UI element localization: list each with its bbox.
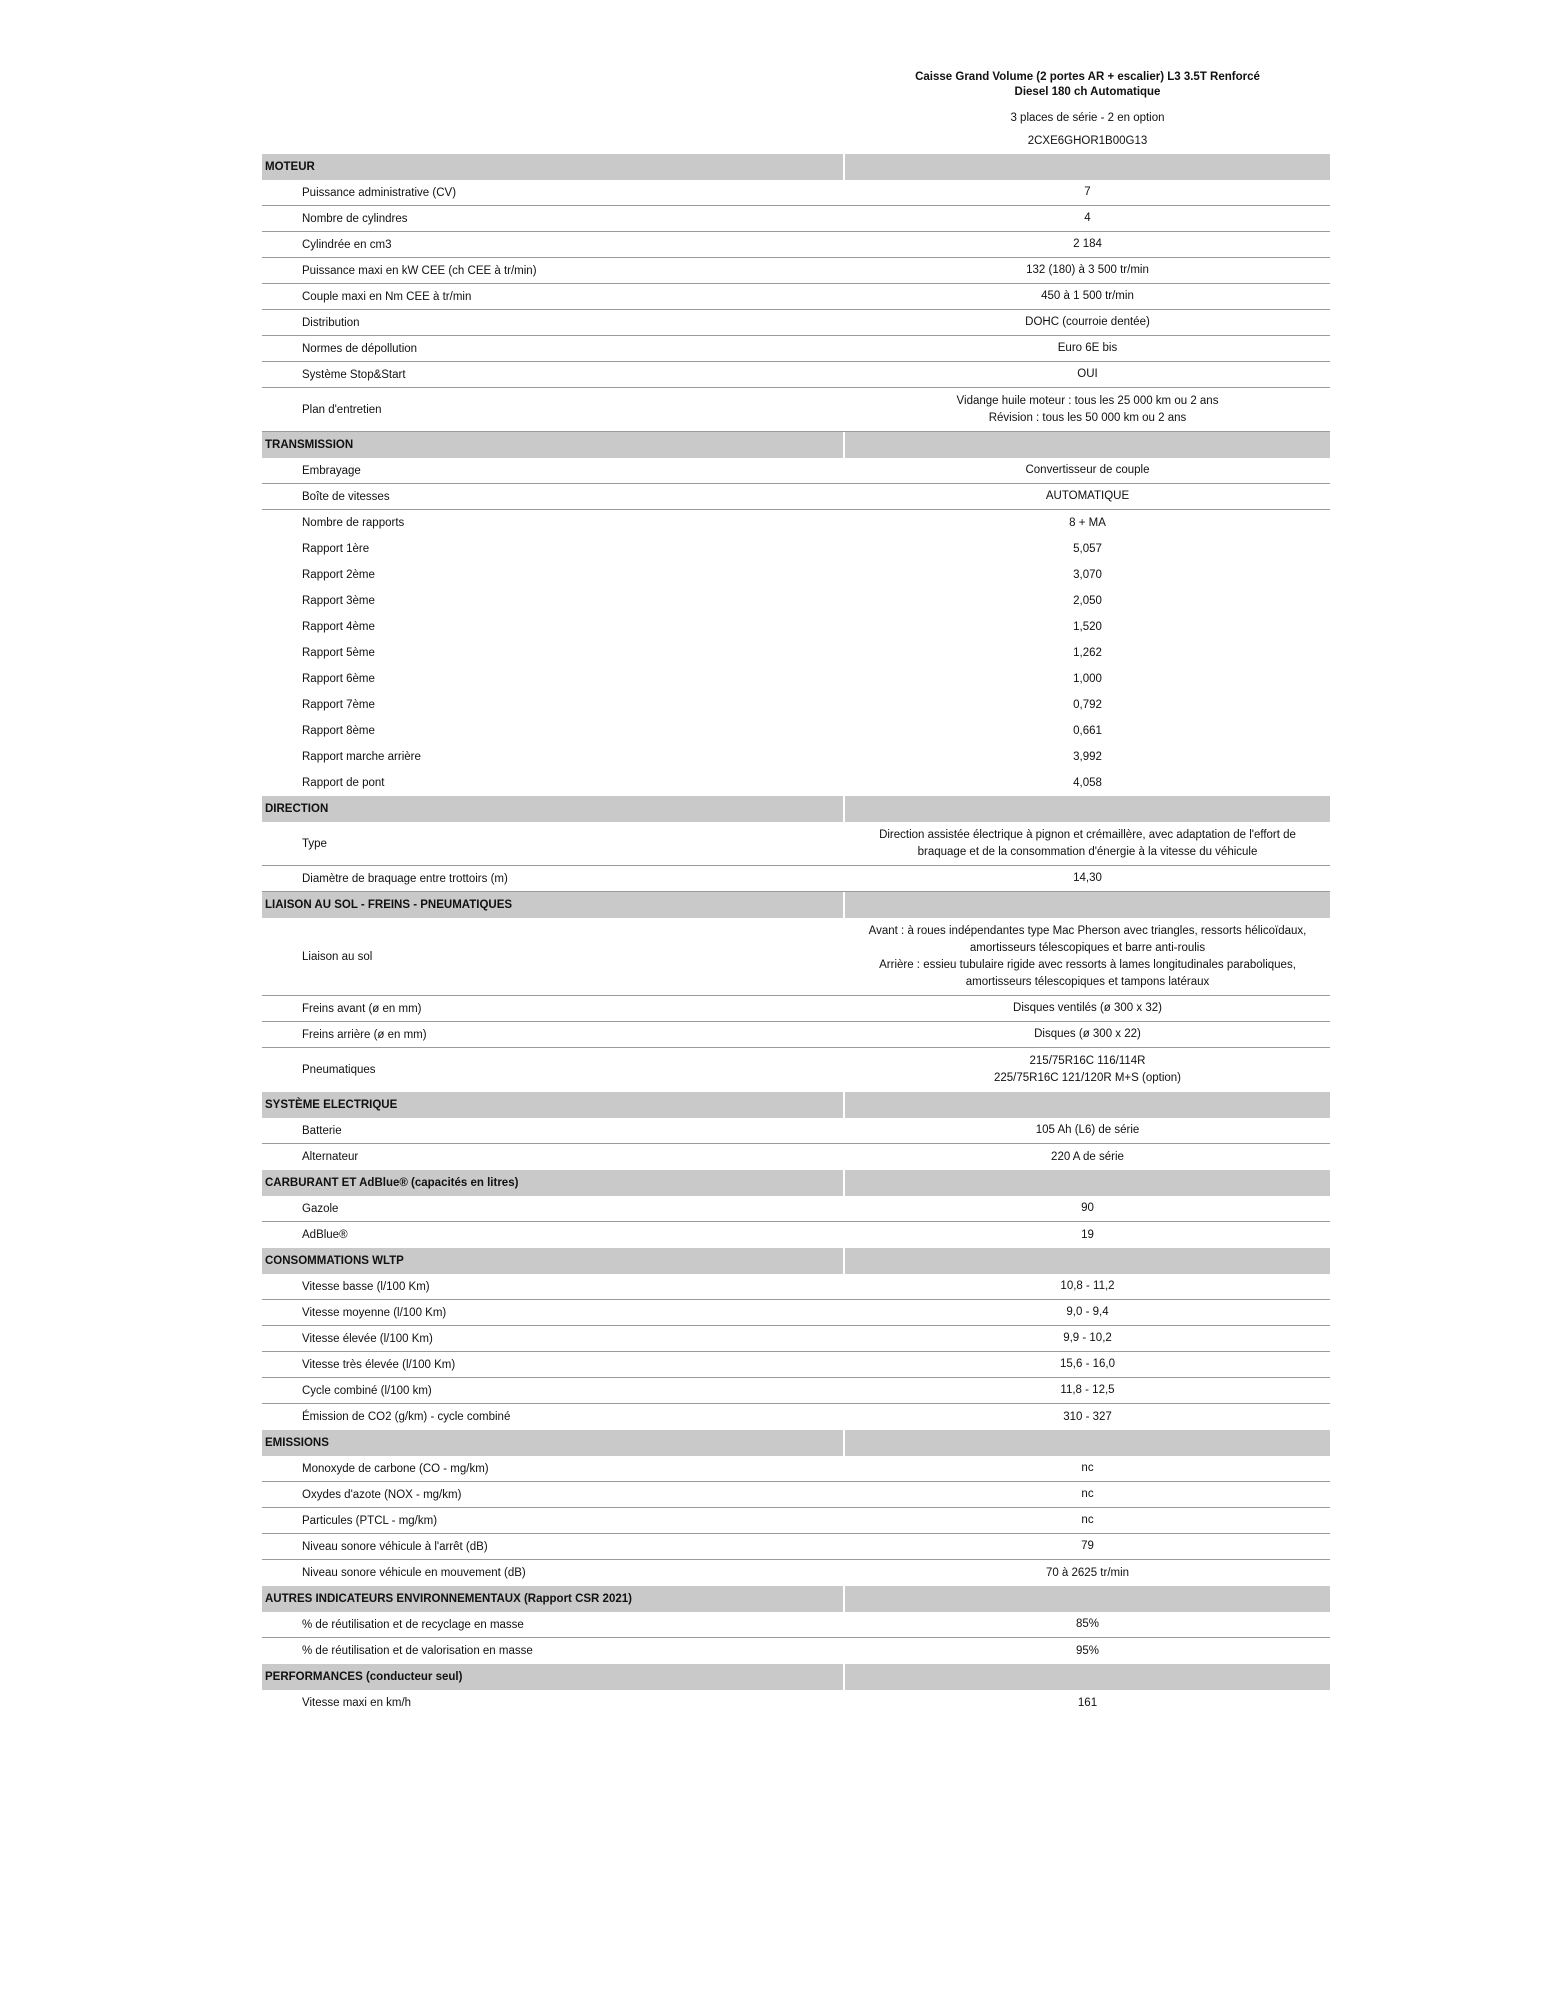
section-value-cell — [845, 796, 1330, 822]
section-title: PERFORMANCES (conducteur seul) — [262, 1664, 843, 1690]
table-row — [262, 484, 1330, 510]
model-title-line2: Diesel 180 ch Automatique — [1014, 86, 1161, 98]
row-value: nc — [1081, 1514, 1094, 1526]
row-value: 0,792 — [1073, 698, 1102, 711]
row-label: Rapport 2ème — [302, 569, 375, 581]
row-label: Batterie — [302, 1124, 342, 1137]
section-header — [262, 1430, 1330, 1456]
section-header — [262, 154, 1330, 180]
table-row — [262, 206, 1330, 232]
row-value: 11,8 - 12,5 — [1060, 1384, 1115, 1396]
row-value: 450 à 1 500 tr/min — [1041, 290, 1134, 302]
spec-table — [262, 154, 1330, 1716]
section-title: AUTRES INDICATEURS ENVIRONNEMENTAUX (Rapport CSR 2021) — [262, 1586, 843, 1612]
table-row — [262, 822, 1330, 866]
table-row — [262, 536, 1330, 562]
table-row — [262, 1022, 1330, 1048]
row-value: 2 184 — [1073, 238, 1102, 250]
row-value: 7 — [1084, 186, 1091, 198]
row-label: Vitesse élevée (l/100 Km) — [302, 1332, 433, 1345]
row-label: Nombre de rapports — [302, 517, 405, 529]
section-value-cell — [845, 1664, 1330, 1690]
row-label: Rapport 1ère — [302, 543, 370, 555]
section-title: TRANSMISSION — [262, 432, 843, 458]
model-title-line1: Caisse Grand Volume (2 portes AR + escalier) L3 3.5T Renforcé — [915, 71, 1260, 83]
section-header — [262, 432, 1330, 458]
table-row — [262, 362, 1330, 388]
section-header — [262, 1586, 1330, 1612]
section-value-cell — [845, 1586, 1330, 1612]
table-row — [262, 388, 1330, 432]
table-row — [262, 284, 1330, 310]
table-row — [262, 1144, 1330, 1170]
row-value: 132 (180) à 3 500 tr/min — [1026, 264, 1149, 276]
table-row — [262, 1196, 1330, 1222]
row-value: 5,057 — [1073, 542, 1102, 555]
row-label: Boîte de vitesses — [302, 490, 390, 503]
row-value: 1,000 — [1073, 672, 1102, 685]
row-label: Vitesse basse (l/100 Km) — [302, 1280, 430, 1293]
row-value: 1,262 — [1073, 646, 1102, 659]
section-header — [262, 1248, 1330, 1274]
row-label: Vitesse très élevée (l/100 Km) — [302, 1358, 456, 1371]
table-row — [262, 996, 1330, 1022]
row-value: 4 — [1084, 212, 1091, 224]
row-value: 3,070 — [1073, 568, 1102, 581]
row-label: Normes de dépollution — [302, 342, 418, 355]
row-value: 220 A de série — [1051, 1150, 1124, 1163]
table-row — [262, 1508, 1330, 1534]
row-value: 0,661 — [1073, 724, 1102, 737]
table-row — [262, 1612, 1330, 1638]
row-label: Alternateur — [302, 1151, 359, 1163]
row-value: Direction assistée électrique à pignon et crémaillère, avec adaptation de l'effort de braquage et de la consommation d'énergie à la vitesse du véhicule — [879, 828, 1296, 858]
row-label: Niveau sonore véhicule en mouvement (dB) — [302, 1567, 526, 1579]
table-row — [262, 692, 1330, 718]
table-row — [262, 1690, 1330, 1716]
section-value-cell — [845, 1430, 1330, 1456]
row-label: Plan d'entretien — [302, 403, 382, 416]
table-row — [262, 232, 1330, 258]
row-value: 9,9 - 10,2 — [1063, 1332, 1112, 1344]
table-row — [262, 640, 1330, 666]
row-label: Rapport 5ème — [302, 647, 375, 659]
table-row — [262, 1378, 1330, 1404]
row-value: AUTOMATIQUE — [1045, 490, 1130, 502]
table-row — [262, 258, 1330, 284]
table-row — [262, 180, 1330, 206]
row-label: Rapport 3ème — [302, 595, 375, 607]
section-value-cell — [845, 892, 1330, 918]
table-row — [262, 614, 1330, 640]
table-row — [262, 1352, 1330, 1378]
section-title: MOTEUR — [262, 154, 843, 180]
table-row — [262, 1222, 1330, 1248]
row-label: Cylindrée en cm3 — [302, 238, 392, 251]
row-label: Particules (PTCL - mg/km) — [302, 1514, 438, 1527]
section-header — [262, 796, 1330, 822]
row-value: Disques ventilés (ø 300 x 32) — [1013, 1002, 1162, 1014]
row-label: Rapport de pont — [302, 777, 385, 789]
row-label: Monoxyde de carbone (CO - mg/km) — [302, 1462, 489, 1475]
seats-info: 3 places de série - 2 en option — [1010, 112, 1165, 124]
row-label: Vitesse moyenne (l/100 Km) — [302, 1306, 447, 1319]
row-label: Puissance maxi en kW CEE (ch CEE à tr/min) — [302, 264, 537, 277]
row-label: Freins avant (ø en mm) — [302, 1002, 422, 1015]
row-value: 70 à 2625 tr/min — [1045, 1566, 1130, 1579]
row-label: Émission de CO2 (g/km) - cycle combiné — [302, 1411, 511, 1423]
row-label: AdBlue® — [302, 1229, 348, 1241]
row-value: DOHC (courroie dentée) — [1025, 316, 1150, 328]
table-row — [262, 1456, 1330, 1482]
table-row — [262, 510, 1330, 536]
row-value: 9,0 - 9,4 — [1066, 1306, 1109, 1318]
row-label: Freins arrière (ø en mm) — [302, 1028, 427, 1041]
section-header — [262, 1170, 1330, 1196]
section-header — [262, 892, 1330, 918]
spec-sheet — [262, 70, 1330, 1716]
section-title: DIRECTION — [262, 796, 843, 822]
row-label: Gazole — [302, 1202, 339, 1215]
row-label: % de réutilisation et de valorisation en masse — [302, 1645, 533, 1657]
row-value: 3,992 — [1073, 750, 1102, 763]
section-value-cell — [845, 1248, 1330, 1274]
table-row — [262, 918, 1330, 996]
row-value: 4,058 — [1073, 776, 1102, 789]
row-value: 215/75R16C 116/114R 225/75R16C 121/120R M+S (option) — [994, 1055, 1181, 1084]
table-row — [262, 1534, 1330, 1560]
table-row — [262, 770, 1330, 796]
row-label: Rapport marche arrière — [302, 751, 421, 763]
section-title: SYSTÈME ELECTRIQUE — [262, 1092, 843, 1118]
row-label: Distribution — [302, 316, 360, 329]
table-row — [262, 718, 1330, 744]
section-title: CARBURANT ET AdBlue® (capacités en litres) — [262, 1170, 843, 1196]
row-label: Rapport 8ème — [302, 725, 375, 737]
row-value: 1,520 — [1073, 620, 1102, 633]
table-row — [262, 666, 1330, 692]
row-value: 161 — [1077, 1696, 1098, 1709]
row-value: 90 — [1081, 1202, 1094, 1214]
row-label: Rapport 4ème — [302, 621, 375, 633]
row-label: Embrayage — [302, 464, 361, 477]
row-value: 95% — [1075, 1644, 1100, 1657]
table-row — [262, 1326, 1330, 1352]
row-label: Liaison au sol — [302, 950, 373, 963]
row-label: Rapport 6ème — [302, 673, 375, 685]
table-row — [262, 744, 1330, 770]
model-code: 2CXE6GHOR1B00G13 — [1027, 135, 1148, 147]
table-row — [262, 1118, 1330, 1144]
table-row — [262, 310, 1330, 336]
row-value: nc — [1081, 1488, 1094, 1500]
table-row — [262, 1638, 1330, 1664]
table-row — [262, 1274, 1330, 1300]
row-value: 8 + MA — [1069, 516, 1106, 529]
row-label: Pneumatiques — [302, 1064, 376, 1076]
row-label: Oxydes d'azote (NOX - mg/km) — [302, 1488, 462, 1501]
section-value-cell — [845, 154, 1330, 180]
row-value: OUI — [1077, 368, 1098, 380]
section-header — [262, 1664, 1330, 1690]
table-row — [262, 1560, 1330, 1586]
row-value: Avant : à roues indépendantes type Mac Pherson avec triangles, ressorts hélicoïdaux, amortisseurs télescopiques et barre anti-roulis Arrière : essieu tubulaire rigide avec ressorts à lames longitudinales paraboliques, amortisseurs télescopiques et tampons latéraux — [868, 924, 1307, 988]
row-label: Nombre de cylindres — [302, 212, 408, 225]
section-header — [262, 1092, 1330, 1118]
section-value-cell — [845, 432, 1330, 458]
row-label: Vitesse maxi en km/h — [302, 1697, 412, 1709]
table-row — [262, 588, 1330, 614]
row-value: 105 Ah (L6) de série — [1035, 1124, 1140, 1136]
row-label: Puissance administrative (CV) — [302, 186, 457, 199]
row-value: 85% — [1075, 1618, 1100, 1630]
section-title: EMISSIONS — [262, 1430, 843, 1456]
section-title: CONSOMMATIONS WLTP — [262, 1248, 843, 1274]
table-row — [262, 866, 1330, 892]
row-value: nc — [1081, 1462, 1094, 1474]
row-label: % de réutilisation et de recyclage en masse — [302, 1618, 524, 1631]
table-row — [262, 1300, 1330, 1326]
section-title: LIAISON AU SOL - FREINS - PNEUMATIQUES — [262, 892, 843, 918]
table-row — [262, 1048, 1330, 1092]
table-row — [262, 1482, 1330, 1508]
row-value: 14,30 — [1073, 872, 1102, 884]
row-value: 2,050 — [1073, 594, 1102, 607]
row-label: Cycle combiné (l/100 km) — [302, 1384, 432, 1397]
row-label: Diamètre de braquage entre trottoirs (m) — [302, 872, 508, 885]
row-value: 19 — [1081, 1228, 1094, 1241]
table-row — [262, 336, 1330, 362]
row-label: Rapport 7ème — [302, 699, 375, 711]
row-value: Vidange huile moteur : tous les 25 000 km ou 2 ans Révision : tous les 50 000 km ou 2 ans — [956, 394, 1219, 424]
section-value-cell — [845, 1170, 1330, 1196]
row-label: Système Stop&Start — [302, 368, 406, 381]
row-label: Type — [302, 837, 327, 850]
row-value: 310 - 327 — [1063, 1410, 1112, 1423]
table-row — [262, 458, 1330, 484]
row-value: Convertisseur de couple — [1025, 464, 1150, 476]
row-label: Couple maxi en Nm CEE à tr/min — [302, 290, 472, 303]
row-value: 79 — [1081, 1540, 1094, 1552]
model-header — [845, 70, 1330, 149]
row-label: Niveau sonore véhicule à l'arrêt (dB) — [302, 1540, 488, 1553]
table-row — [262, 1404, 1330, 1430]
row-value: 15,6 - 16,0 — [1060, 1358, 1115, 1370]
row-value: 10,8 - 11,2 — [1060, 1280, 1115, 1292]
row-value: Euro 6E bis — [1057, 342, 1118, 354]
row-value: Disques (ø 300 x 22) — [1034, 1028, 1141, 1040]
section-value-cell — [845, 1092, 1330, 1118]
table-row — [262, 562, 1330, 588]
